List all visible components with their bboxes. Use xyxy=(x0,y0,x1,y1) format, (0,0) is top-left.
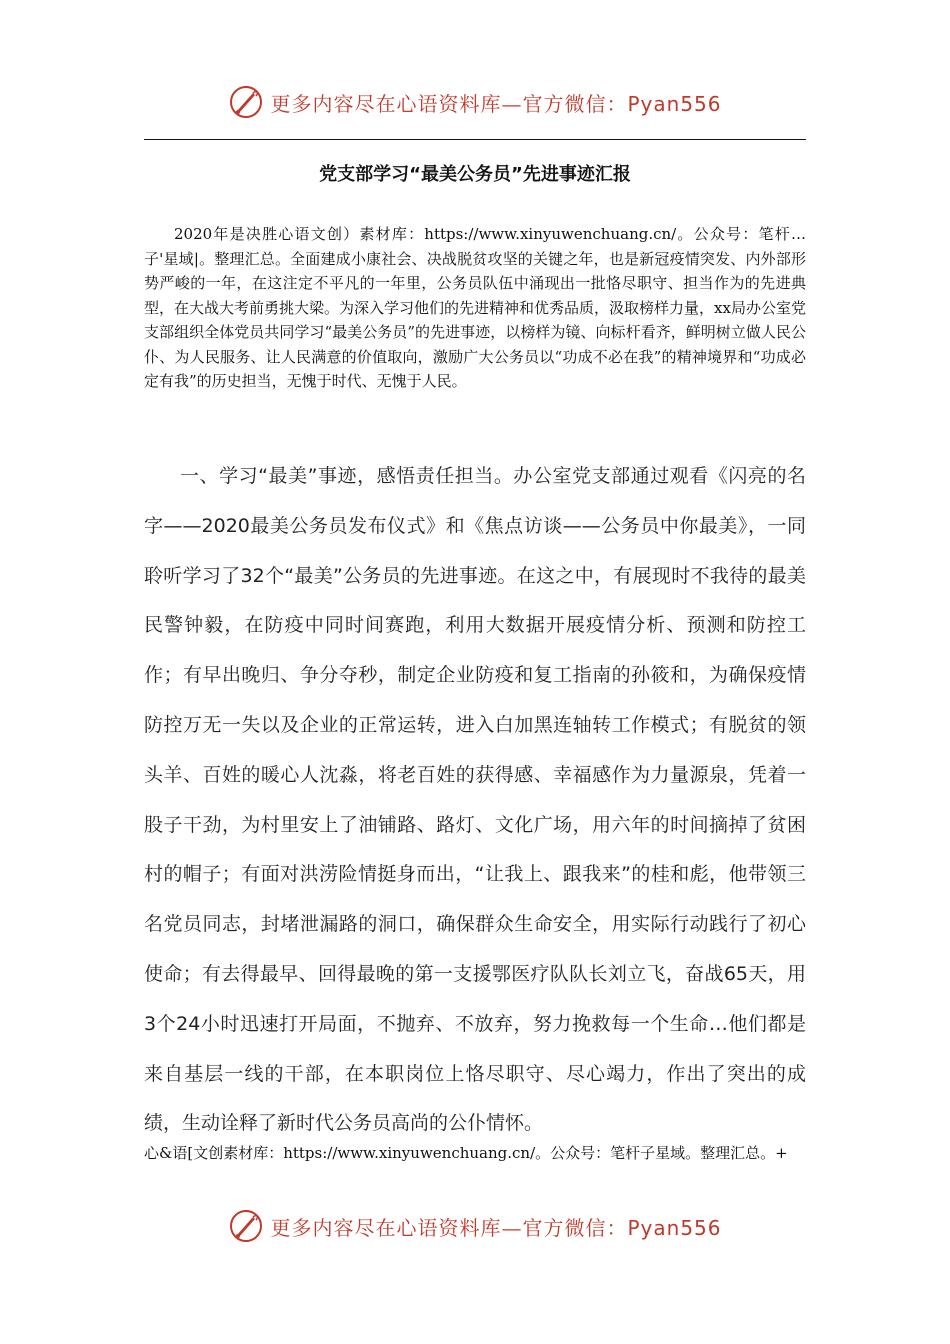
banner-handle: Pyan556 xyxy=(627,1215,722,1240)
header-divider xyxy=(144,139,806,140)
header-banner xyxy=(0,84,950,120)
footer-note: 心&语[文创素材库：https://www.xinyuwenchuang.cn/。公众号：笔杆子星域。整理汇总。+ xyxy=(144,1144,788,1162)
banner-text: 更多内容尽在心语资料库—官方微信：Pyan556 xyxy=(270,1215,722,1240)
banner-text: 更多内容尽在心语资料库—官方微信：Pyan556 xyxy=(270,91,722,116)
section-1-paragraph: 一、学习“最美”事迹，感悟责任担当。办公室党支部通过观看《闪亮的名字——2020最美公务员发布仪式》和《焦点访谈——公务员中你最美》，一同聆听学习了32个“最美”公务员的先进事迹。在这之中，有展现时不我待的最美民警钟毅，在防疫中同时间赛跑，利用大数据开展疫情分析、预测和防控工作；有早出晚归、争分夺秒，制定企业防疫和复工指南的孙筱和，为确保疫情防控万无一失以及企业的正常运转，进入白加黑连轴转工作模式；有脱贫的领头羊、百姓的暖心人沈淼，将老百姓的获得感、幸福感作为力量源泉，凭着一股子干劲，为村里安上了油铺路、路灯、文化广场，用六年的时间摘掉了贫困村的帽子；有面对洪涝险情挺身而出，“让我上、跟我来”的桂和彪，他带领三名党员同志，封堵泄漏路的洞口，确保群众生命安全，用实际行动践行了初心使命；有去得最早、回得最晚的第一支援鄂医疗队队长刘立飞，奋战65天，用3个24小时迅速打开局面，不抛弃、不放弃，努力挽救每一个生命…他们都是来自基层一线的干部，在本职岗位上恪尽职守、尽心竭力，作出了突出的成绩，生动诠释了新时代公务员高尚的公仆情怀。 xyxy=(144,465,806,1135)
banner-handle: Pyan556 xyxy=(627,91,722,116)
document-title: 党支部学习“最美公务员”先进事迹汇报 xyxy=(319,164,631,185)
quill-pen-logo-icon xyxy=(228,1208,264,1244)
footer-banner xyxy=(0,1208,950,1244)
intro-paragraph: 2020年是决胜心语文创）素材库：https://www.xinyuwenchuang.cn/。公众号：笔杆…子'星域|。整理汇总。全面建成小康社会、决战脱贫攻坚的关键之年，也是新冠疫情突发、内外部形势严峻的一年，在这注定不平凡的一年里，公务员队伍中涌现出一批恪尽职守、担当作为的先进典型，在大战大考前勇挑大梁。为深入学习他们的先进精神和优秀品质，汲取榜样力量，xx局办公室党支部组织全体党员共同学习“最美公务员”的先进事迹，以榜样为镜、向标杆看齐，鲜明树立做人民公仆、为人民服务、让人民满意的价值取向，激励广大公务员以“功成不必在我”的精神境界和“功成必定有我”的历史担当，无愧于时代、无愧于人民。 xyxy=(144,225,806,390)
quill-pen-logo-icon xyxy=(228,84,264,120)
